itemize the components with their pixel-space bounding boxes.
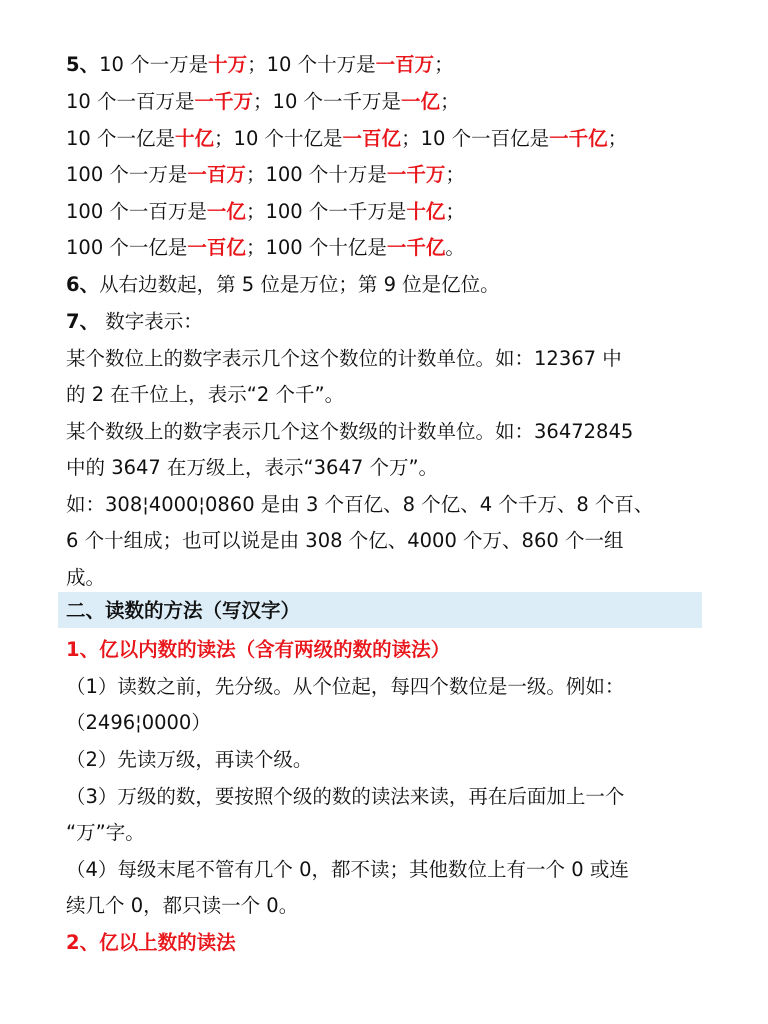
subheading-1: 1、亿以内数的读法（含有两级的数的读法） (66, 638, 451, 661)
answer: 一百亿 (342, 127, 402, 150)
s7-title (66, 307, 708, 337)
text: 100 个一亿是 (66, 236, 188, 259)
text: 100 个一万是 (66, 163, 188, 186)
answer: 一千万 (386, 163, 446, 186)
text: ；100 个十亿是 (245, 236, 387, 259)
answer: 一亿 (206, 200, 246, 223)
text: 数字表示： (99, 310, 203, 333)
s5-line-5 (66, 197, 708, 227)
text: ； (445, 163, 465, 186)
list-item: （2496¦0000） (66, 711, 211, 734)
text: ；100 个一千万是 (245, 200, 407, 223)
paragraph-line: 中的 3647 在万级上，表示“3647 个万”。 (66, 456, 439, 479)
text: ；10 个十万是 (247, 53, 376, 76)
s5-line-2 (66, 87, 708, 117)
list-item: 续几个 0，都只读一个 0。 (66, 894, 299, 917)
answer: 十亿 (406, 200, 446, 223)
s6-line (66, 270, 708, 300)
s7-number: 7、 (66, 310, 100, 333)
text: ； (434, 53, 454, 76)
text: 从右边数起，第 5 位是万位；第 9 位是亿位。 (99, 273, 500, 296)
list-item: （3）万级的数，要按照个级的数的读法来读，再在后面加上一个 (66, 785, 625, 808)
answer: 一千亿 (386, 236, 446, 259)
list-item: （2）先读万级，再读个级。 (66, 748, 313, 771)
paragraph-line: 某个数位上的数字表示几个这个数位的计数单位。如：12367 中 (66, 347, 622, 370)
subheading-2: 2、亿以上数的读法 (66, 931, 236, 954)
answer: 一百万 (375, 53, 435, 76)
s5-line-3 (66, 124, 708, 154)
text: 10 个一万是 (99, 53, 209, 76)
list-item: （1）读数之前，先分级。从个位起，每四个数位是一级。例如： (66, 675, 625, 698)
paragraph-line: 某个数级上的数字表示几个这个数级的计数单位。如：36472845 (66, 420, 634, 443)
paragraph-line: 的 2 在千位上，表示“2 个千”。 (66, 383, 345, 406)
answer: 十亿 (175, 127, 215, 150)
s5-line-4 (66, 160, 708, 190)
text: ； (440, 90, 460, 113)
paragraph-line: 如：308¦4000¦0860 是由 3 个百亿、8 个亿、4 个千万、8 个百、 (66, 493, 654, 516)
text: 100 个一百万是 (66, 200, 207, 223)
text: ；100 个十万是 (245, 163, 387, 186)
s5-number: 5、 (66, 53, 100, 76)
answer: 十万 (208, 53, 248, 76)
list-item: （4）每级末尾不管有几个 0，都不读；其他数位上有一个 0 或连 (66, 858, 629, 881)
s5-line-6 (66, 233, 708, 263)
s6-number: 6、 (66, 273, 100, 296)
list-item: “万”字。 (66, 821, 145, 844)
answer: 一百亿 (187, 236, 246, 259)
answer: 一千亿 (549, 127, 608, 150)
text: ；10 个一百亿是 (401, 127, 550, 150)
text: ； (445, 200, 465, 223)
text: 10 个一亿是 (66, 127, 176, 150)
text: ；10 个一千万是 (253, 90, 402, 113)
s5-line-1 (66, 50, 708, 80)
text: 10 个一百万是 (66, 90, 195, 113)
text: ；10 个十亿是 (214, 127, 343, 150)
answer: 一亿 (401, 90, 441, 113)
section-heading: 二、读数的方法（写汉字） (66, 599, 301, 622)
answer: 一千万 (194, 90, 254, 113)
text: 。 (445, 236, 465, 259)
paragraph-line: 6 个十组成；也可以说是由 308 个亿、4000 个万、860 个一组 (66, 529, 624, 552)
paragraph-line: 成。 (66, 566, 106, 589)
answer: 一百万 (187, 163, 246, 186)
text: ； (607, 127, 628, 150)
